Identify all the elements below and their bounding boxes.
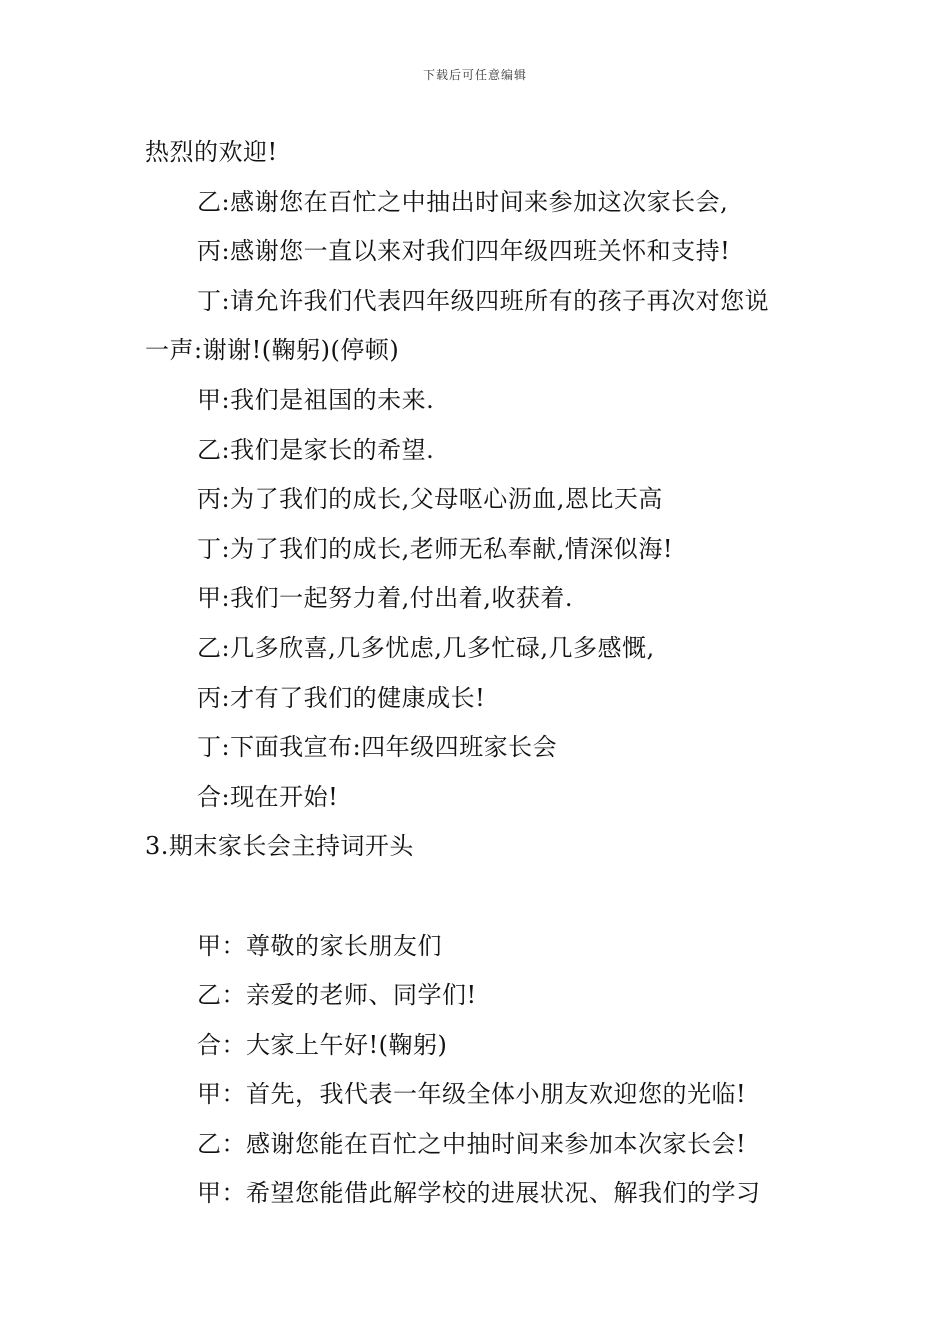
text-line: 丙:感谢您一直以来对我们四年级四班关怀和支持! [197,237,731,266]
text-line: 一声:谢谢!(鞠躬)(停顿) [145,336,400,365]
section-heading: 3.期末家长会主持词开头 [145,832,414,861]
text-line: 合：大家上午好!(鞠躬) [197,1030,448,1059]
page-header: 下载后可任意编辑 [422,68,527,82]
text-line: 丁:为了我们的成长,老师无私奉献,情深似海! [197,534,673,563]
text-line: 乙：亲爱的老师、同学们! [197,981,477,1010]
text-line: 乙:我们是家长的希望. [197,435,435,464]
text-line: 丁:下面我宣布:四年级四班家长会 [197,733,558,762]
text-line: 热烈的欢迎! [145,138,278,166]
blank-line [145,872,825,922]
text-line: 丙:为了我们的成长,父母呕心沥血,恩比天高 [197,485,663,514]
text-line: 甲:我们一起努力着,付出着,收获着. [197,584,573,613]
text-line: 甲：希望您能借此解学校的进展状况、解我们的学习 [197,1179,761,1208]
text-line: 丙:才有了我们的健康成长! [197,683,486,712]
text-line: 乙:感谢您在百忙之中抽出时间来参加这次家长会, [197,187,729,216]
text-line: 乙：感谢您能在百忙之中抽时间来参加本次家长会! [197,1129,747,1158]
text-line: 甲：尊敬的家长朋友们 [197,931,442,960]
text-line: 乙:几多欣喜,几多忧虑,几多忙碌,几多感慨, [197,633,655,662]
text-line: 甲：首先，我代表一年级全体小朋友欢迎您的光临! [197,1080,747,1109]
text-line: 丁:请允许我们代表四年级四班所有的孩子再次对您说 [197,286,770,315]
document-body [145,128,825,1219]
text-line: 甲:我们是祖国的未来. [197,385,435,414]
text-line: 合:现在开始! [197,782,339,811]
